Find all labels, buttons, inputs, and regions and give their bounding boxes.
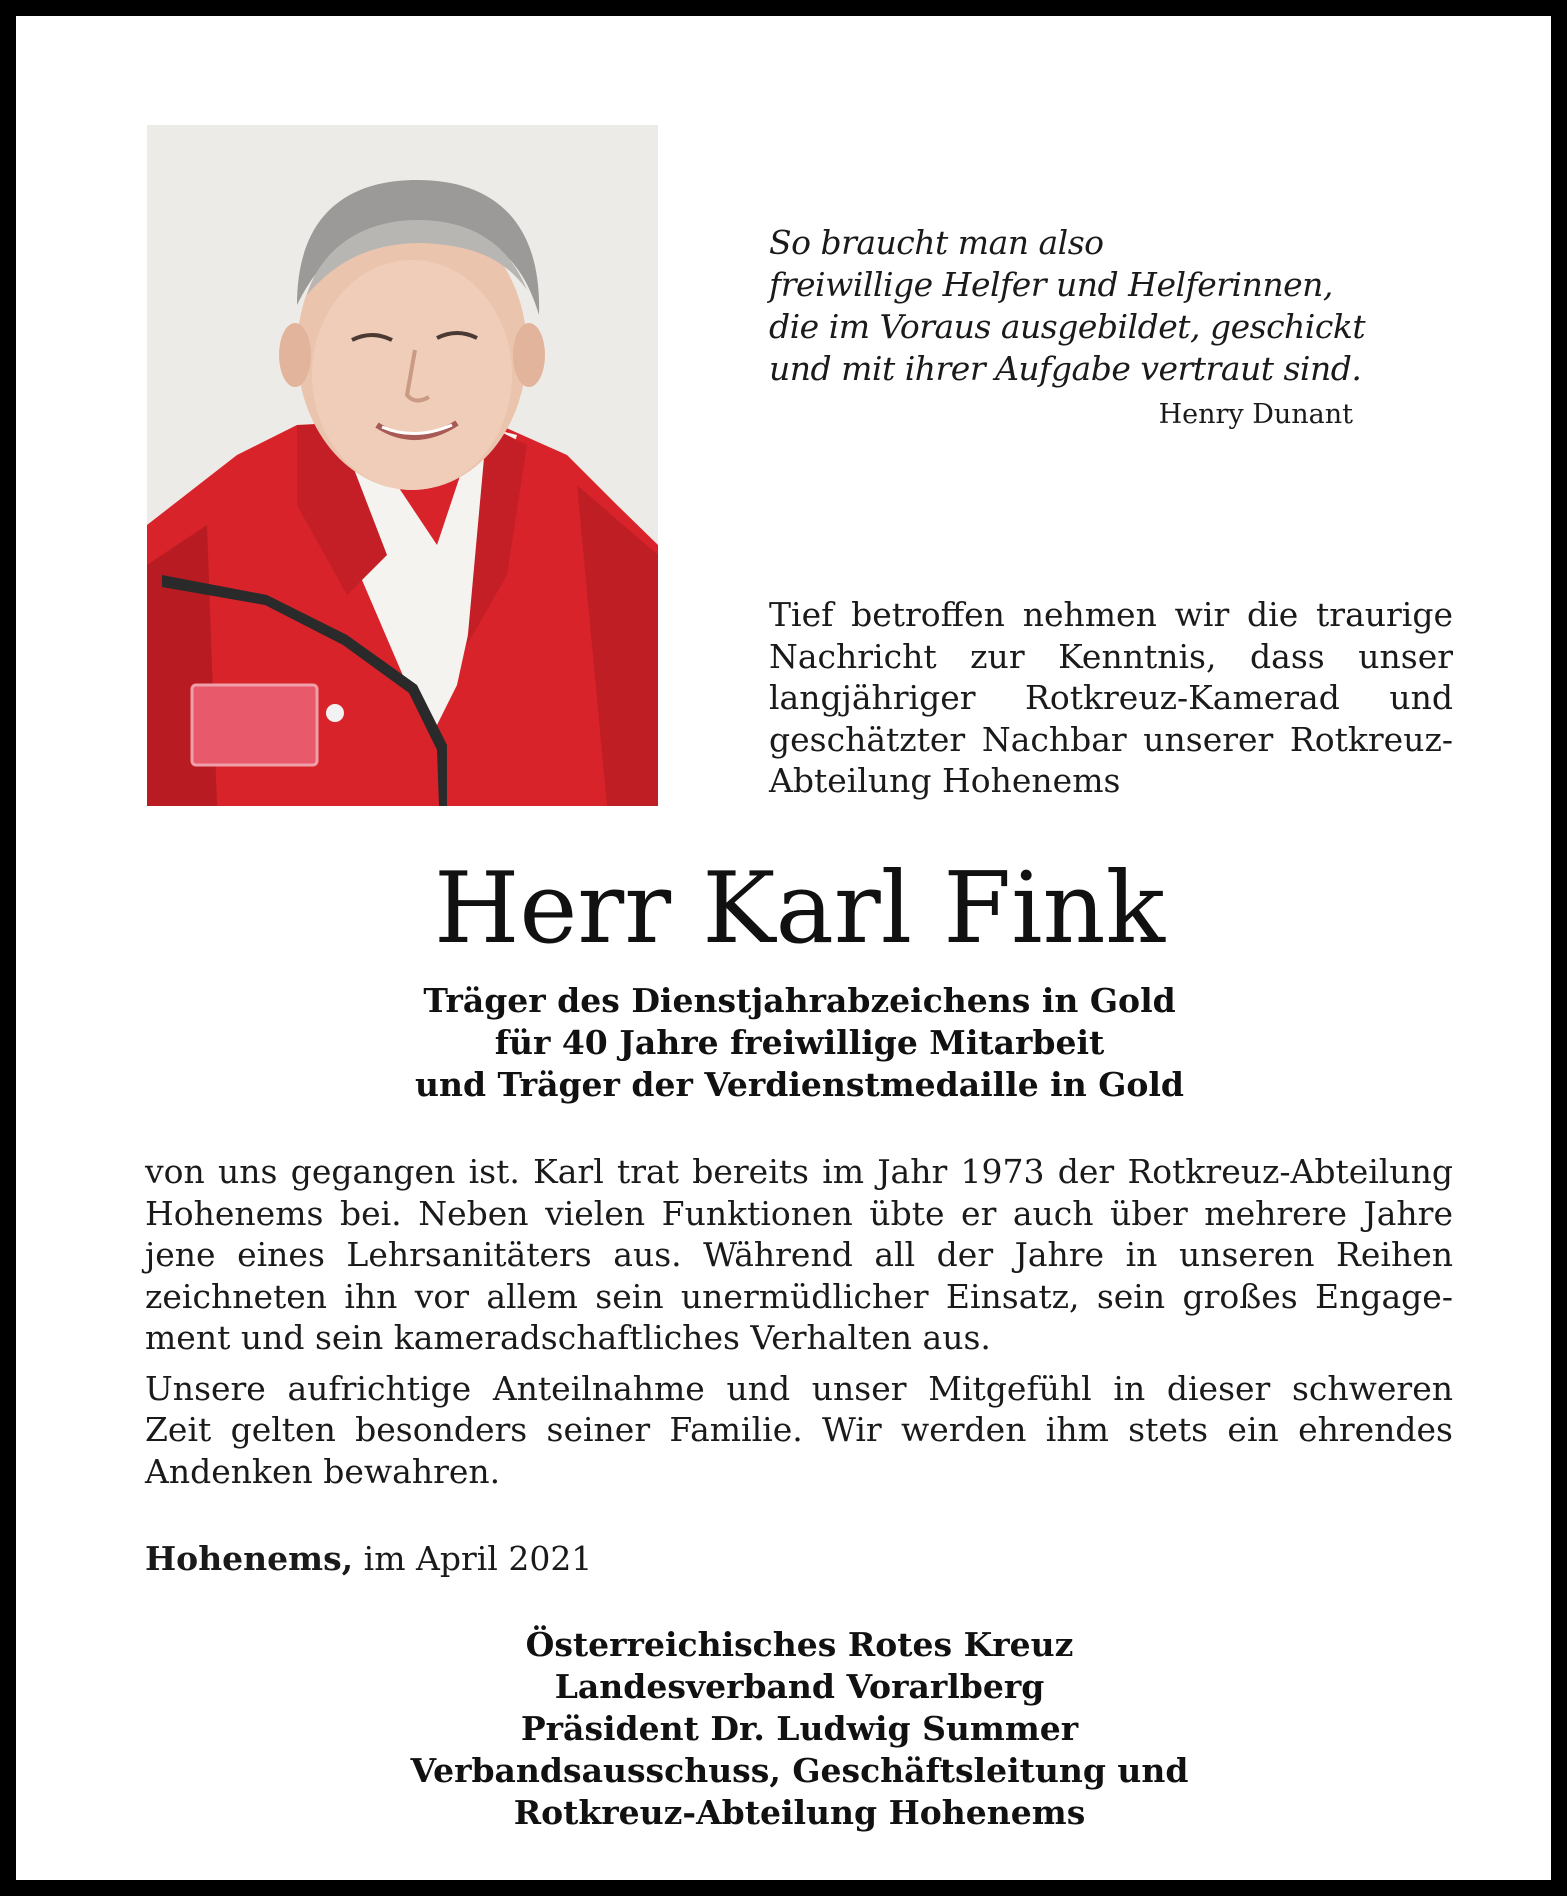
intro-line: geschätzter Nachbar unserer Rotkreuz- — [769, 719, 1453, 759]
intro-line: Nachricht zur Kenntnis, dass unser — [769, 636, 1453, 676]
body-line: von uns gegangen ist. Karl trat bereits im Jahr 1973 der Rotkreuz-Abteilung — [145, 1152, 1453, 1191]
body-paragraph-2 — [145, 1368, 1453, 1493]
body-line: Hohenems bei. Neben vielen Funktionen übte er auch über mehrere Jahre — [145, 1193, 1453, 1233]
signature-line: Österreichisches Rotes Kreuz — [525, 1625, 1074, 1664]
body-paragraph-1 — [145, 1151, 1453, 1359]
body-line: jene eines Lehrsanitäters aus. Während all der Jahre in unseren Reihen — [145, 1235, 1453, 1274]
paragraph-gap — [145, 1359, 1453, 1368]
intro-line: langjähriger Rotkreuz-Kamerad und — [769, 678, 1453, 717]
signature-line: Landesverband Vorarlberg — [554, 1667, 1045, 1706]
place-date-text: im April 2021 — [363, 1539, 593, 1578]
place-date — [145, 1539, 592, 1578]
body-line: Zeit gelten besonders seiner Familie. Wir werden ihm stets ein ehrendes — [145, 1410, 1453, 1449]
honor-line: für 40 Jahre freiwillige Mitarbeit — [494, 1023, 1105, 1062]
honor-line: Träger des Dienstjahrabzeichens in Gold — [423, 981, 1176, 1020]
intro-line: Tief betroffen nehmen wir die traurige — [769, 595, 1453, 634]
signature-line: Rotkreuz-Abteilung Hohenems — [513, 1793, 1086, 1832]
body-line: Unsere aufrichtige Anteilnahme und unser Mitgefühl in dieser schweren — [145, 1368, 1453, 1408]
portrait-illustration — [147, 125, 658, 806]
portrait-photo — [147, 125, 658, 806]
honor-line: und Träger der Verdienstmedaille in Gold — [414, 1065, 1185, 1104]
quote-block — [769, 222, 1369, 390]
quote-author: Henry Dunant — [1158, 399, 1353, 430]
intro-line: Abteilung Hohenems — [769, 761, 1121, 800]
place-city: Hohenems, — [145, 1539, 354, 1578]
honors-block — [16, 980, 1567, 1106]
quote-line: und mit ihrer Aufgabe vertraut sind. — [769, 349, 1362, 388]
body-line: Andenken bewahren. — [145, 1451, 501, 1491]
body-text — [145, 1151, 1453, 1492]
signature-block — [16, 1624, 1567, 1834]
signature-line: Verbandsausschuss, Geschäftsleitung und — [410, 1751, 1189, 1790]
signature-line: Präsident Dr. Ludwig Summer — [520, 1709, 1079, 1748]
deceased-name: Herr Karl Fink — [433, 852, 1166, 966]
quote-line: die im Voraus ausgebildet, geschickt — [769, 307, 1366, 346]
quote-line: So braucht man also — [769, 223, 1104, 262]
intro-paragraph — [769, 594, 1453, 802]
quote-line: freiwillige Helfer und Helferinnen, — [769, 265, 1333, 304]
body-line: zeichneten ihn vor allem sein unermüdlicher Einsatz, sein großes Engage- — [145, 1276, 1453, 1316]
body-line: ment und sein kameradschaftliches Verhalten aus. — [145, 1318, 991, 1357]
